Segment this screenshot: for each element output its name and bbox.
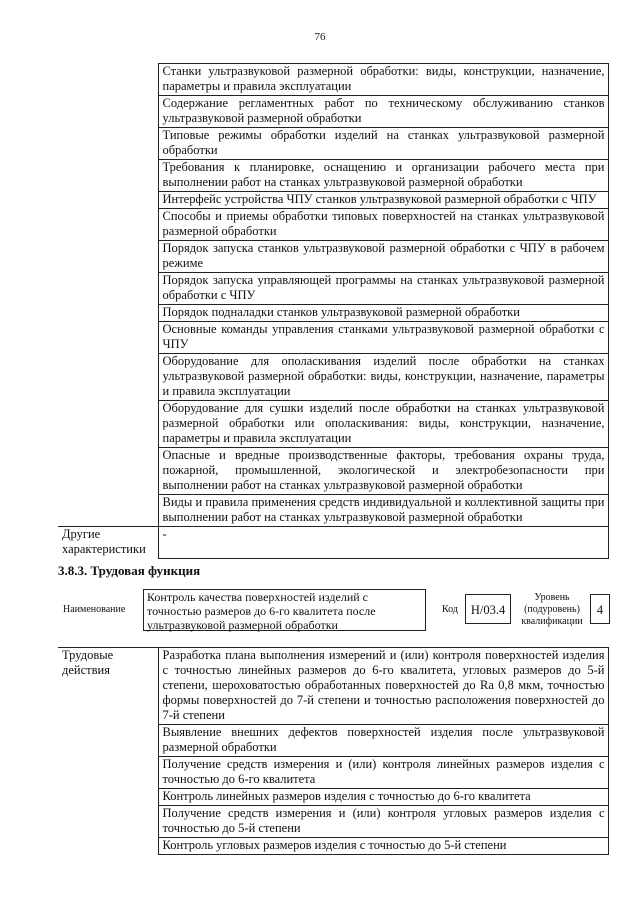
table-row: Содержание регламентных работ по техническому обслуживанию станков ультразвуковой размерной обработки xyxy=(158,96,608,128)
section-heading: 3.8.3. Трудовая функция xyxy=(58,563,201,578)
table-row: Контроль угловых размеров изделия с точностью до 5-й степени xyxy=(158,838,608,855)
table-row: Получение средств измерения и (или) контроля линейных размеров изделия с точностью до 6-го квалитета xyxy=(158,757,608,789)
table-row: Интерфейс устройства ЧПУ станков ультразвуковой размерной обработки с ЧПУ xyxy=(158,192,608,209)
qualification-level: 4 xyxy=(590,594,610,624)
other-characteristics-label: Другие характеристики xyxy=(58,527,158,559)
name-label: Наименование xyxy=(63,604,126,615)
table-row: Порядок запуска управляющей программы на станках ультразвуковой размерной обработки с ЧПУ xyxy=(158,273,608,305)
function-name: Контроль качества поверхностей изделий с точностью размеров до 6-го квалитета после ультразвуковой размерной обработки xyxy=(143,589,426,631)
table-row: Требования к планировке, оснащению и организации рабочего места при выполнении работ на станках ультразвуковой размерной обработки xyxy=(158,160,608,192)
table-row: Порядок подналадки станков ультразвуковой размерной обработки xyxy=(158,305,608,322)
table-row: Оборудование для ополаскивания изделий после обработки на станках ультразвуковой размерной обработки: виды, конструкции, назначение, параметры и правила эксплуатации xyxy=(158,354,608,401)
table-row: Контроль линейных размеров изделия с точностью до 6-го квалитета xyxy=(158,789,608,806)
table-row: Разработка плана выполнения измерений и (или) контроля поверхностей изделия с точностью линейных размеров до 6-го квалитета, угловых размеров до 5-й степени, шероховатостью обработанных поверхностей до Ra 0,8 мкм, точностью формы поверхностей до 7-й степени и точностью расположения поверхностей до 7-й степени xyxy=(158,648,608,725)
table-row: Станки ультразвуковой размерной обработки: виды, конструкции, назначение, параметры и правила эксплуатации xyxy=(158,64,608,96)
knowledge-label-cell xyxy=(58,64,158,527)
table-row: Виды и правила применения средств индивидуальной и коллективной защиты при выполнении работ на станках ультразвуковой размерной обработки xyxy=(158,495,608,527)
function-header xyxy=(58,587,618,635)
labor-actions-label: Трудовые действия xyxy=(58,648,158,855)
table-row: Типовые режимы обработки изделий на станках ультразвуковой размерной обработки xyxy=(158,128,608,160)
table-row: Выявление внешних дефектов поверхностей изделия после ультразвуковой размерной обработки xyxy=(158,725,608,757)
level-label: Уровень (подуровень) квалификации xyxy=(521,592,583,627)
code-label: Код xyxy=(442,604,458,615)
table-row: Порядок запуска станков ультразвуковой размерной обработки с ЧПУ в рабочем режиме xyxy=(158,241,608,273)
other-characteristics-value: - xyxy=(158,527,608,559)
page-number: 76 xyxy=(314,31,326,43)
table-row: Основные команды управления станками ультразвуковой размерной обработки с ЧПУ xyxy=(158,322,608,354)
table-row: Получение средств измерения и (или) контроля угловых размеров изделия с точностью до 5-й степени xyxy=(158,806,608,838)
labor-actions-table xyxy=(58,647,609,855)
table-row: Способы и приемы обработки типовых поверхностей на станках ультразвуковой размерной обработки xyxy=(158,209,608,241)
function-code: H/03.4 xyxy=(465,594,511,624)
table-row: Опасные и вредные производственные факторы, требования охраны труда, пожарной, промышленной, экологической и электробезопасности при выполнении работ на станках ультразвуковой размерной обработки xyxy=(158,448,608,495)
knowledge-table xyxy=(58,63,609,559)
table-row: Оборудование для сушки изделий после обработки на станках ультразвуковой размерной обработки или ополаскивания: виды, конструкции, назначение, параметры и правила эксплуатации xyxy=(158,401,608,448)
